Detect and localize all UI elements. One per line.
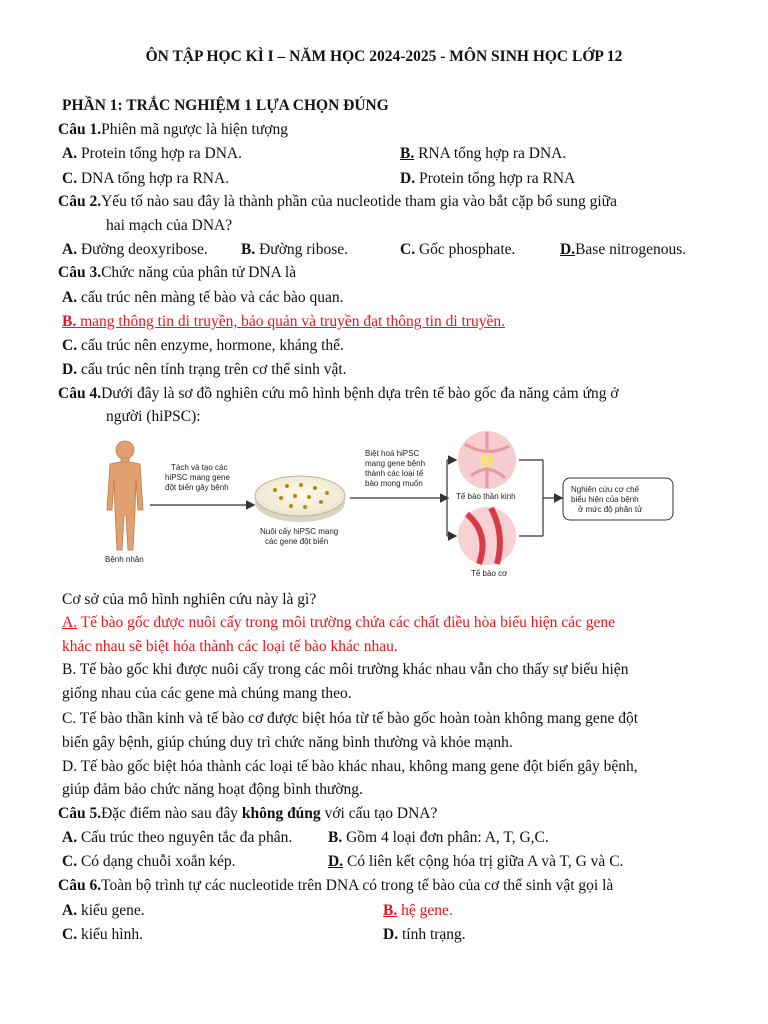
option-text: hệ gene. bbox=[397, 902, 453, 919]
q1-option-b bbox=[400, 144, 566, 164]
option-text: tính trạng. bbox=[398, 926, 466, 943]
option-key: A. bbox=[62, 614, 78, 631]
question-emphasis: không đúng bbox=[241, 805, 321, 822]
muscle-label: Tế bào cơ bbox=[471, 569, 508, 578]
section-heading: PHẦN 1: TRẮC NGHIỆM 1 LỰA CHỌN ĐÚNG bbox=[62, 97, 389, 114]
option-key: C. bbox=[62, 926, 78, 943]
option-key: A. bbox=[62, 902, 78, 919]
question-text: Phiên mã ngược là hiện tượng bbox=[101, 121, 288, 138]
question-label: Câu 6. bbox=[58, 877, 102, 894]
result-line1: Nghiên cứu cơ chế bbox=[571, 485, 639, 494]
step2-line2: mang gene bệnh bbox=[365, 459, 426, 468]
option-text: Gồm 4 loại đơn phân: A, T, G,C. bbox=[342, 829, 549, 846]
q4-option-c-cont: biến gây bệnh, giúp chúng duy trì chức năng bình thường và khỏe mạnh. bbox=[62, 734, 513, 751]
option-key: C. bbox=[62, 170, 78, 187]
question-1 bbox=[58, 120, 288, 140]
q3-option-a bbox=[62, 288, 343, 308]
option-text: Đường ribose. bbox=[255, 241, 349, 258]
option-text: kiểu hình. bbox=[77, 926, 143, 943]
q4-option-a-cont: khác nhau sẽ biệt hóa thành các loại tế bào khác nhau. bbox=[62, 638, 398, 655]
option-text: DNA tổng hợp ra RNA. bbox=[77, 170, 230, 187]
question-4 bbox=[58, 384, 619, 404]
q2-option-b bbox=[241, 240, 348, 260]
option-text: Base nitrogenous. bbox=[575, 241, 687, 258]
question-2-cont: hai mạch của DNA? bbox=[106, 217, 233, 234]
question-label: Câu 1. bbox=[58, 121, 102, 138]
q1-option-d bbox=[400, 169, 575, 189]
question-text: Chức năng của phân tử DNA là bbox=[101, 264, 297, 281]
question-label: Câu 2. bbox=[58, 193, 102, 210]
question-5 bbox=[58, 804, 437, 824]
option-text: cấu trúc nên enzyme, hormone, kháng thể. bbox=[77, 337, 344, 354]
q3-option-d bbox=[62, 360, 347, 380]
q4-option-d: D. Tế bào gốc biệt hóa thành các loại tế bào khác nhau, không mang gene đột biến gây bệnh, bbox=[62, 758, 638, 775]
petri-dish-icon bbox=[255, 476, 345, 522]
q4-option-b: B. Tế bào gốc khi được nuôi cấy trong các môi trường khác nhau vẫn cho thấy sự biểu hiện bbox=[62, 661, 629, 678]
option-key: D. bbox=[383, 926, 399, 943]
option-text: Cấu trúc theo nguyên tắc đa phân. bbox=[77, 829, 293, 846]
question-text: Yếu tố nào sau đây là thành phần của nucleotide tham gia vào bắt cặp bổ sung giữa bbox=[101, 193, 617, 210]
result-line3: ở mức độ phân tử bbox=[578, 505, 643, 514]
q5-option-a bbox=[62, 828, 292, 848]
option-key: A. bbox=[62, 829, 78, 846]
q2-option-c bbox=[400, 240, 515, 260]
q2-option-d bbox=[560, 240, 686, 260]
q5-option-d bbox=[328, 852, 623, 872]
option-key: B. bbox=[400, 145, 415, 162]
q6-option-c bbox=[62, 925, 143, 945]
q4-option-c: C. Tế bào thần kinh và tế bào cơ được biệt hóa từ tế bào gốc hoàn toàn không mang gene đột bbox=[62, 710, 639, 727]
question-text: Đặc điểm nào sau đây bbox=[101, 805, 242, 822]
option-text: Protein tổng hợp ra RNA bbox=[415, 170, 576, 187]
q3-option-c bbox=[62, 336, 344, 356]
q1-option-a bbox=[62, 144, 242, 164]
option-key: C. bbox=[62, 337, 78, 354]
question-2 bbox=[58, 192, 617, 212]
option-key: B. bbox=[328, 829, 343, 846]
option-text: Có liên kết cộng hóa trị giữa A và T, G và C. bbox=[343, 853, 624, 870]
patient-label: Bệnh nhân bbox=[105, 555, 144, 564]
page-title: ÔN TẬP HỌC KÌ I – NĂM HỌC 2024-2025 - MÔN SINH HỌC LỚP 12 bbox=[145, 48, 623, 65]
option-text: mang thông tin di truyền, bảo quản và truyền đạt thông tin di truyền. bbox=[76, 313, 505, 330]
step1-line2: hiPSC mang gene bbox=[165, 473, 230, 482]
question-4-cont: người (hiPSC): bbox=[106, 408, 201, 425]
step2-line3: thành các loại tế bbox=[365, 469, 424, 478]
neuron-label: Tế bào thần kinh bbox=[456, 492, 516, 501]
q4-option-a-correct bbox=[62, 613, 615, 633]
option-text: cấu trúc nên màng tế bào và các bào quan. bbox=[77, 289, 344, 306]
step1-line3: đột biến gây bệnh bbox=[165, 483, 229, 492]
option-text: Có dạng chuỗi xoắn kép. bbox=[77, 853, 236, 870]
dish-line1: Nuôi cấy hiPSC mang bbox=[260, 527, 339, 536]
q4-option-b-cont: giống nhau của các gene mà chúng mang theo. bbox=[62, 685, 352, 702]
option-key: D. bbox=[62, 361, 78, 378]
muscle-cell-icon bbox=[458, 507, 516, 565]
step2-line4: bào mong muốn bbox=[365, 479, 423, 488]
hipsc-diagram bbox=[95, 430, 695, 580]
option-key: A. bbox=[62, 241, 78, 258]
step1-line1: Tách và tạo các bbox=[171, 463, 228, 472]
q3-option-b-correct bbox=[62, 312, 505, 332]
question-text: Toàn bộ trình tự các nucleotide trên DNA có trong tế bào của cơ thể sinh vật gọi là bbox=[101, 877, 614, 894]
question-label: Câu 4. bbox=[58, 385, 102, 402]
q5-option-c bbox=[62, 852, 236, 872]
q5-option-b bbox=[328, 828, 549, 848]
result-line2: biểu hiện của bệnh bbox=[571, 495, 639, 504]
option-key: D. bbox=[560, 241, 576, 258]
option-text: kiểu gene. bbox=[77, 902, 145, 919]
question-label: Câu 5. bbox=[58, 805, 102, 822]
option-key: D. bbox=[400, 170, 416, 187]
option-key: B. bbox=[62, 313, 77, 330]
q4-question: Cơ sở của mô hình nghiên cứu này là gì? bbox=[62, 591, 317, 608]
option-key: D. bbox=[328, 853, 344, 870]
step2-line1: Biệt hoá hiPSC bbox=[365, 449, 420, 458]
question-text: Dưới đây là sơ đồ nghiên cứu mô hình bệnh dựa trên tế bào gốc đa năng cảm ứng ở bbox=[101, 385, 619, 402]
q6-option-a bbox=[62, 901, 145, 921]
question-6 bbox=[58, 876, 613, 896]
human-body-icon bbox=[107, 441, 143, 550]
neuron-cell-icon bbox=[458, 431, 516, 489]
q1-option-c bbox=[62, 169, 229, 189]
dish-line2: các gene đột biến bbox=[265, 537, 329, 546]
option-key: C. bbox=[62, 853, 78, 870]
option-text: Protein tổng hợp ra DNA. bbox=[77, 145, 242, 162]
q6-option-d bbox=[383, 925, 466, 945]
option-text: Đường deoxyribose. bbox=[77, 241, 208, 258]
option-text: cấu trúc nên tính trạng trên cơ thể sinh vật. bbox=[77, 361, 347, 378]
option-text: Tế bào gốc được nuôi cấy trong môi trường chứa các chất điều hòa biểu hiện các gene bbox=[77, 614, 616, 631]
option-key: B. bbox=[241, 241, 256, 258]
question-label: Câu 3. bbox=[58, 264, 102, 281]
option-key: A. bbox=[62, 145, 78, 162]
option-key: C. bbox=[400, 241, 416, 258]
q4-option-d-cont: giúp đảm bảo chức năng hoạt động bình thường. bbox=[62, 781, 363, 798]
question-3 bbox=[58, 263, 296, 283]
option-text: RNA tổng hợp ra DNA. bbox=[414, 145, 567, 162]
question-text-end: với cấu tạo DNA? bbox=[320, 805, 438, 822]
option-key: A. bbox=[62, 289, 78, 306]
option-key: B. bbox=[383, 902, 398, 919]
q6-option-b-correct bbox=[383, 901, 453, 921]
option-text: Gốc phosphate. bbox=[415, 241, 516, 258]
q2-option-a bbox=[62, 240, 208, 260]
